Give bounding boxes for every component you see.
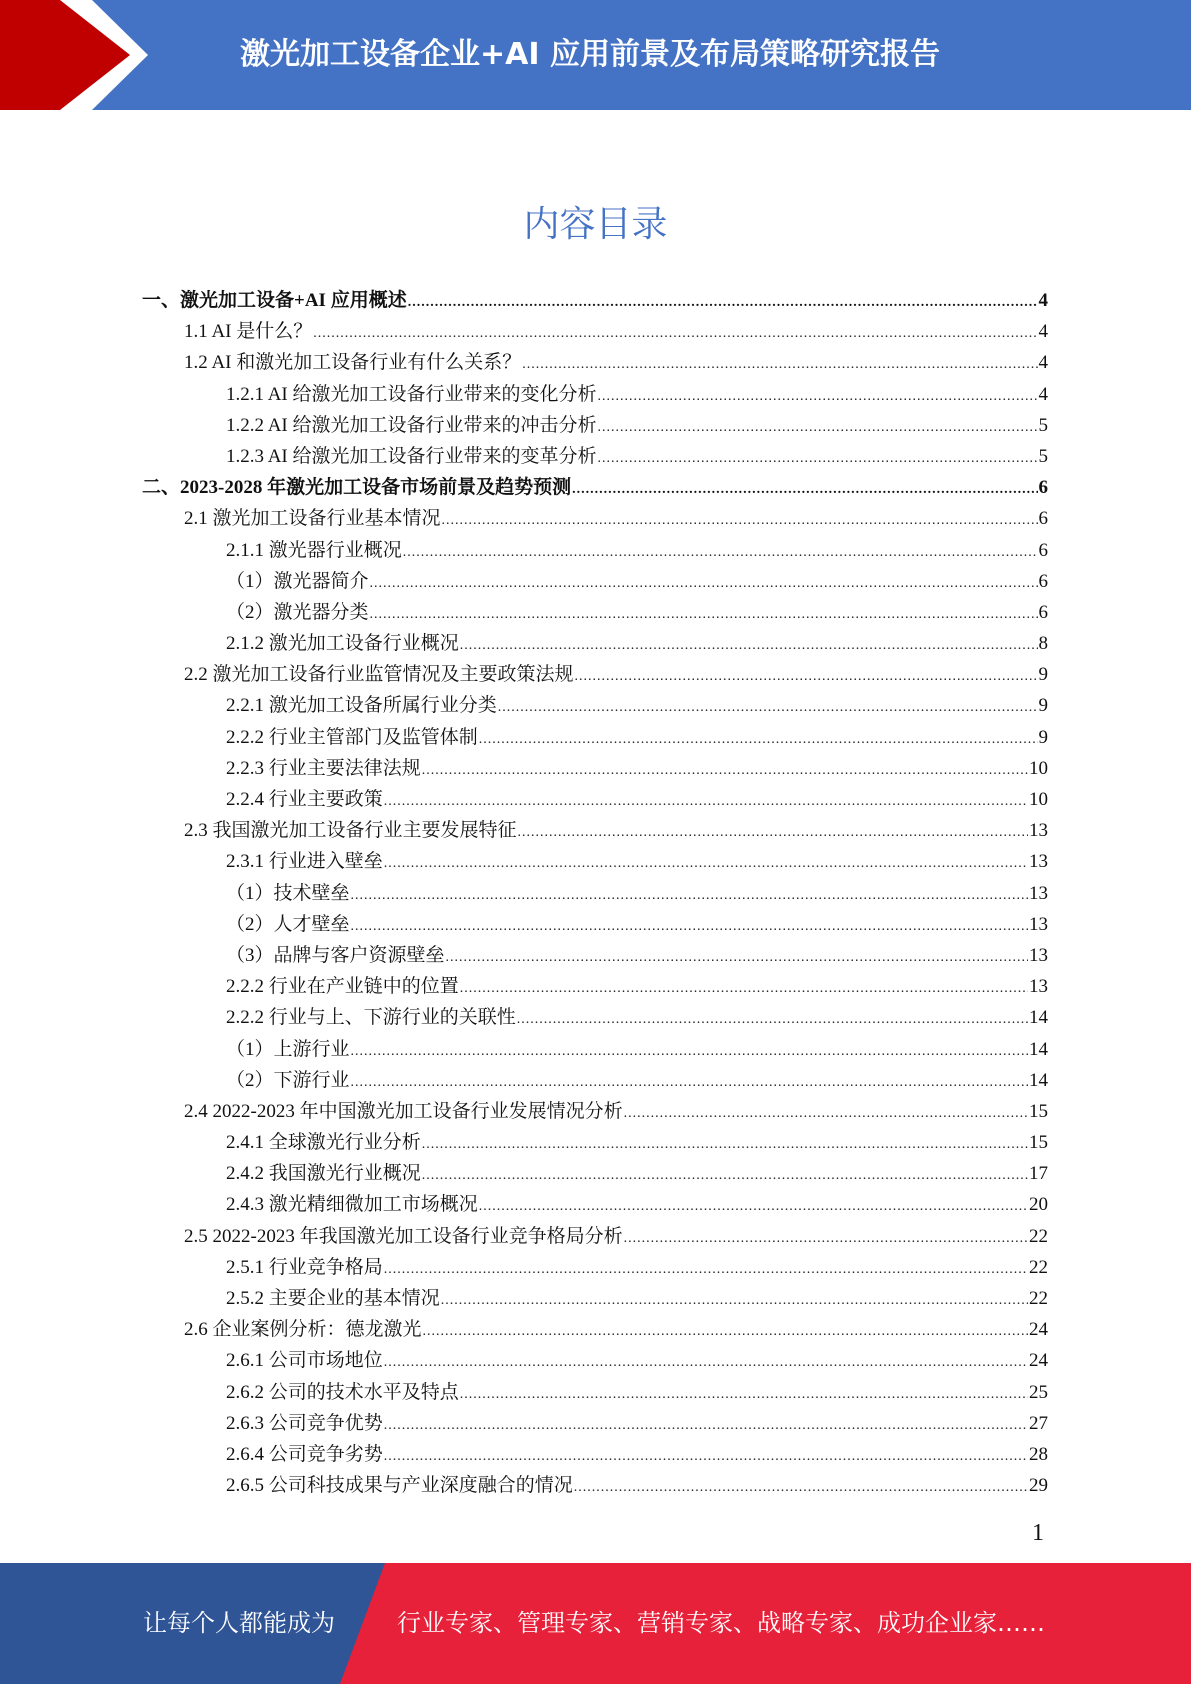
toc-dot-leader	[441, 1285, 1028, 1316]
toc-entry-label: （2）人才壁垒	[226, 913, 350, 935]
toc-entry-label: 2.2.2 行业在产业链中的位置	[226, 976, 459, 998]
toc-entry[interactable]	[142, 940, 1048, 971]
toc-entry-page: 5	[1038, 445, 1048, 467]
table-of-contents	[142, 285, 1048, 1501]
toc-dot-leader	[460, 630, 1038, 661]
toc-entry-page: 15	[1029, 1100, 1048, 1122]
toc-entry-page: 6	[1038, 508, 1048, 530]
toc-entry-page: 27	[1029, 1412, 1048, 1434]
toc-dot-leader	[479, 1191, 1028, 1222]
toc-entry-page: 24	[1029, 1319, 1048, 1341]
toc-entry-label: 1.1 AI 是什么？	[184, 321, 313, 343]
toc-entry[interactable]	[142, 1127, 1048, 1158]
toc-dot-leader	[351, 1036, 1028, 1067]
toc-entry-page: 14	[1029, 1069, 1048, 1091]
toc-entry-label: 2.6.1 公司市场地位	[226, 1350, 383, 1372]
toc-entry-label: 2.2 激光加工设备行业监管情况及主要政策法规	[184, 664, 574, 686]
toc-entry-page: 22	[1029, 1288, 1048, 1309]
toc-dot-leader	[442, 505, 1038, 536]
toc-dot-leader	[423, 1316, 1028, 1347]
toc-dot-leader	[384, 786, 1028, 817]
toc-entry-label: 2.6.2 公司的技术水平及特点	[226, 1381, 459, 1403]
toc-dot-leader	[572, 474, 1037, 505]
toc-entry[interactable]	[142, 1189, 1048, 1220]
toc-entry-label: 2.4 2022-2023 年中国激光加工设备行业发展情况分析	[184, 1100, 623, 1122]
toc-entry-page: 14	[1029, 1038, 1048, 1060]
toc-dot-leader	[422, 755, 1028, 786]
toc-dot-leader	[517, 1004, 1028, 1035]
toc-entry[interactable]	[142, 1002, 1048, 1033]
toc-entry-label: 2.3.1 行业进入壁垒	[226, 851, 383, 873]
toc-entry-label: （2）下游行业	[226, 1069, 350, 1091]
toc-entry[interactable]	[142, 815, 1048, 846]
toc-entry[interactable]	[142, 1408, 1048, 1439]
toc-entry-label: 2.5.2 主要企业的基本情况	[226, 1288, 440, 1309]
toc-dot-leader	[370, 599, 1038, 630]
toc-entry-label: 2.4.1 全球激光行业分析	[226, 1132, 421, 1154]
toc-entry[interactable]	[142, 628, 1048, 659]
toc-entry-page: 13	[1029, 882, 1048, 904]
toc-entry-label: （1）上游行业	[226, 1038, 350, 1060]
toc-entry[interactable]	[142, 1377, 1048, 1408]
toc-dot-leader	[384, 1347, 1028, 1378]
toc-entry-page: 4	[1038, 290, 1048, 311]
toc-dot-leader	[384, 1410, 1028, 1441]
toc-entry[interactable]	[142, 1158, 1048, 1189]
toc-entry-label: 2.4.2 我国激光行业概况	[226, 1163, 421, 1185]
footer-slogan-right: 行业专家、管理专家、营销专家、战略专家、成功企业家……	[397, 1609, 1045, 1637]
toc-entry[interactable]	[142, 503, 1048, 534]
toc-entry[interactable]	[142, 410, 1048, 441]
toc-entry-label: 2.2.2 行业与上、下游行业的关联性	[226, 1007, 516, 1029]
toc-entry-page: 13	[1029, 944, 1048, 966]
toc-entry-label: 2.6.5 公司科技成果与产业深度融合的情况	[226, 1475, 573, 1497]
toc-dot-leader	[460, 973, 1028, 1004]
toc-entry-label: 2.2.4 行业主要政策	[226, 789, 383, 810]
toc-entry[interactable]	[142, 1470, 1048, 1501]
toc-entry[interactable]	[142, 1034, 1048, 1065]
toc-dot-leader	[479, 724, 1038, 755]
toc-entry-page: 4	[1038, 321, 1048, 343]
toc-entry[interactable]	[142, 784, 1048, 815]
toc-entry-label: 2.2.2 行业主管部门及监管体制	[226, 726, 478, 748]
toc-entry-page: 9	[1038, 695, 1048, 717]
toc-entry-page: 24	[1029, 1350, 1048, 1372]
toc-entry-page: 22	[1029, 1225, 1048, 1247]
toc-entry-label: 2.2.3 行业主要法律法规	[226, 757, 421, 779]
toc-entry[interactable]	[142, 285, 1048, 316]
toc-entry[interactable]	[142, 472, 1048, 503]
toc-entry-page: 4	[1038, 383, 1048, 405]
toc-entry-label: （3）品牌与客户资源壁垒	[226, 944, 445, 966]
toc-entry[interactable]	[142, 753, 1048, 784]
toc-entry-label: 2.5.1 行业竞争格局	[226, 1256, 383, 1278]
toc-entry-page: 13	[1029, 913, 1048, 935]
toc-dot-leader	[384, 848, 1028, 879]
toc-entry-page: 9	[1038, 664, 1048, 686]
toc-dot-leader	[518, 817, 1028, 848]
toc-entry-label: 2.1 激光加工设备行业基本情况	[184, 508, 441, 530]
toc-entry[interactable]	[142, 1283, 1048, 1314]
toc-heading: 内容目录	[523, 204, 668, 245]
toc-dot-leader	[422, 1160, 1028, 1191]
toc-dot-leader	[624, 1223, 1028, 1254]
toc-entry-page: 13	[1029, 851, 1048, 873]
toc-entry-page: 6	[1038, 539, 1048, 561]
toc-entry-label: 2.3 我国激光加工设备行业主要发展特征	[184, 820, 517, 842]
toc-entry-page: 20	[1029, 1194, 1048, 1216]
toc-entry[interactable]	[142, 909, 1048, 940]
toc-dot-leader	[575, 661, 1038, 692]
toc-entry-page: 6	[1038, 601, 1048, 623]
toc-entry[interactable]	[142, 379, 1048, 410]
toc-entry-page: 4	[1038, 352, 1048, 374]
toc-dot-leader	[574, 1472, 1028, 1503]
toc-entry[interactable]	[142, 659, 1048, 690]
toc-entry[interactable]	[142, 971, 1048, 1002]
toc-entry[interactable]	[142, 347, 1048, 378]
toc-entry[interactable]	[142, 1345, 1048, 1376]
toc-dot-leader	[598, 443, 1038, 474]
toc-entry-label: 2.4.3 激光精细微加工市场概况	[226, 1194, 478, 1216]
toc-entry-page: 6	[1038, 570, 1048, 592]
toc-entry-page: 6	[1038, 477, 1048, 499]
toc-entry-page: 29	[1029, 1475, 1048, 1497]
toc-dot-leader	[446, 942, 1028, 973]
toc-entry-label: 2.6 企业案例分析：德龙激光	[184, 1319, 422, 1341]
toc-entry-page: 10	[1029, 757, 1048, 779]
toc-entry-label: 2.6.4 公司竞争劣势	[226, 1443, 383, 1465]
toc-dot-leader	[408, 287, 1038, 318]
toc-entry-label: （1）技术壁垒	[226, 882, 350, 904]
toc-entry[interactable]	[142, 1314, 1048, 1345]
toc-entry[interactable]	[142, 441, 1048, 472]
toc-entry-label: 2.1.1 激光器行业概况	[226, 539, 402, 561]
footer-slogan-left: 让每个人都能成为	[143, 1609, 335, 1637]
toc-entry-page: 28	[1029, 1443, 1048, 1465]
toc-entry[interactable]	[142, 878, 1048, 909]
toc-entry-label: 二、2023-2028 年激光加工设备市场前景及趋势预测	[142, 477, 572, 499]
toc-dot-leader	[351, 880, 1028, 911]
toc-entry-label: 2.2.1 激光加工设备所属行业分类	[226, 695, 497, 717]
toc-entry[interactable]	[142, 1252, 1048, 1283]
toc-entry-page: 15	[1029, 1132, 1048, 1154]
toc-entry-label: （2）激光器分类	[226, 601, 369, 623]
header-banner	[0, 0, 1191, 110]
toc-entry-page: 25	[1029, 1381, 1048, 1403]
toc-dot-leader	[313, 318, 1037, 349]
toc-entry-label: 1.2 AI 和激光加工设备行业有什么关系？	[184, 352, 522, 374]
toc-entry-label: 2.1.2 激光加工设备行业概况	[226, 633, 459, 655]
toc-entry-label: 1.2.3 AI 给激光加工设备行业带来的变革分析	[226, 445, 597, 467]
toc-entry[interactable]	[142, 1221, 1048, 1252]
toc-entry[interactable]	[142, 597, 1048, 628]
toc-dot-leader	[522, 349, 1037, 380]
toc-dot-leader	[384, 1441, 1028, 1472]
toc-dot-leader	[460, 1379, 1028, 1410]
toc-entry-label: 一、激光加工设备+AI 应用概述	[142, 290, 407, 311]
toc-entry-page: 13	[1029, 820, 1048, 842]
toc-entry[interactable]	[142, 535, 1048, 566]
toc-dot-leader	[370, 568, 1038, 599]
toc-entry-page: 14	[1029, 1007, 1048, 1029]
toc-entry[interactable]	[142, 1096, 1048, 1127]
toc-entry[interactable]	[142, 566, 1048, 597]
toc-dot-leader	[351, 1067, 1028, 1098]
toc-entry-page: 8	[1038, 633, 1048, 655]
toc-entry-page: 10	[1029, 789, 1048, 810]
toc-entry-page: 17	[1029, 1163, 1048, 1185]
toc-entry-label: 1.2.1 AI 给激光加工设备行业带来的变化分析	[226, 383, 597, 405]
toc-entry[interactable]	[142, 690, 1048, 721]
toc-dot-leader	[598, 412, 1038, 443]
toc-entry-page: 13	[1029, 976, 1048, 998]
toc-dot-leader	[403, 537, 1038, 568]
toc-entry-label: （1）激光器简介	[226, 570, 369, 592]
report-title: 激光加工设备企业+AI 应用前景及布局策略研究报告	[240, 37, 940, 72]
toc-dot-leader	[384, 1254, 1028, 1285]
toc-dot-leader	[422, 1129, 1028, 1160]
footer-banner	[0, 1563, 1191, 1684]
page-number: 1	[1032, 1520, 1044, 1546]
toc-dot-leader	[598, 381, 1038, 412]
toc-entry[interactable]	[142, 1439, 1048, 1470]
toc-dot-leader	[498, 692, 1038, 723]
toc-dot-leader	[351, 911, 1028, 942]
toc-entry[interactable]	[142, 846, 1048, 877]
toc-entry-page: 9	[1038, 726, 1048, 748]
toc-entry-label: 2.5 2022-2023 年我国激光加工设备行业竞争格局分析	[184, 1225, 623, 1247]
toc-entry-page: 5	[1038, 414, 1048, 436]
toc-entry-label: 2.6.3 公司竞争优势	[226, 1412, 383, 1434]
toc-entry-page: 22	[1029, 1256, 1048, 1278]
toc-entry[interactable]	[142, 722, 1048, 753]
toc-entry[interactable]	[142, 316, 1048, 347]
toc-entry[interactable]	[142, 1065, 1048, 1096]
toc-dot-leader	[624, 1098, 1028, 1129]
toc-entry-label: 1.2.2 AI 给激光加工设备行业带来的冲击分析	[226, 414, 597, 436]
